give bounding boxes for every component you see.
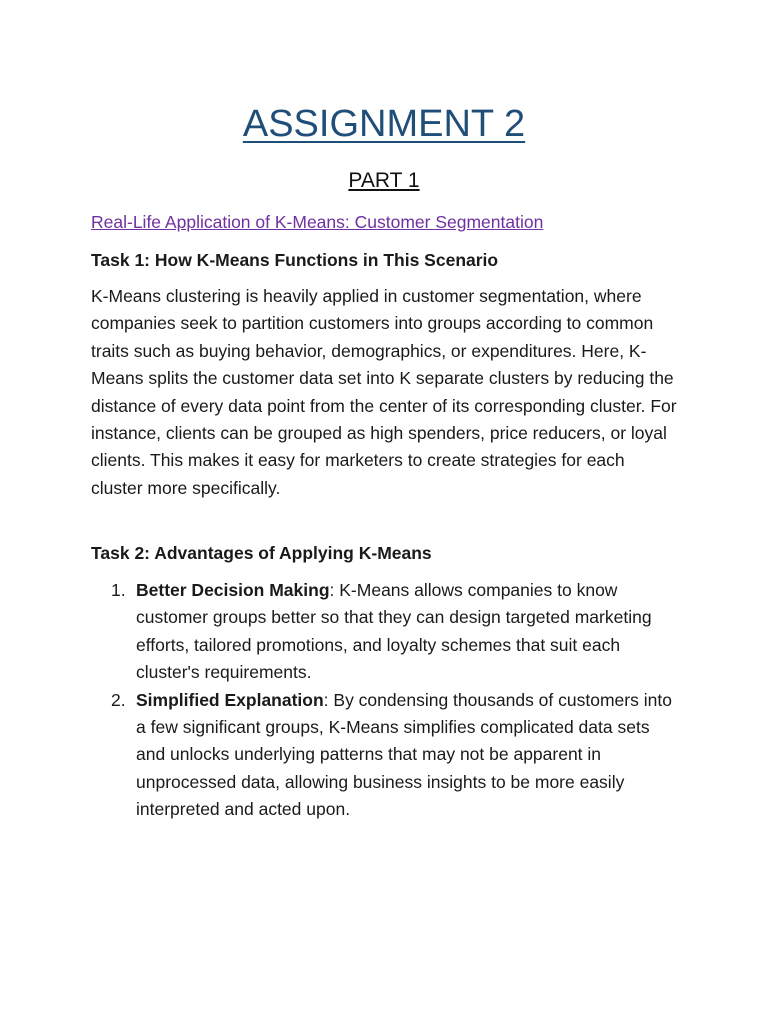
task1-paragraph: K-Means clustering is heavily applied in customer segmentation, where companies seek to partition customers into groups according to common traits such as buying behavior, demographics, or expenditures. Here, K-Means splits the customer data set into K separate clusters by reducing the distance of every data point from the center of its corresponding cluster. For instance, clients can be grouped as high spenders, price reducers, or loyal clients. This makes it easy for marketers to create strategies for each cluster more specifically. bbox=[91, 286, 677, 498]
advantages-list bbox=[91, 577, 681, 824]
advantage-text: : By condensing thousands of customers into a few significant groups, K-Means simplifies complicated data sets and unlocks underlying patterns that may not be apparent in unprocessed data, allowing business insights to be more easily interpreted and acted upon. bbox=[136, 689, 672, 820]
part-heading: PART 1 bbox=[348, 169, 420, 192]
list-item bbox=[91, 577, 681, 687]
section-heading-link[interactable]: Real-Life Application of K-Means: Customer Segmentation bbox=[91, 212, 544, 232]
list-item-number: 1. bbox=[111, 580, 126, 600]
list-item bbox=[91, 687, 681, 824]
advantage-term: Simplified Explanation bbox=[136, 689, 324, 710]
task1-heading: Task 1: How K-Means Functions in This Scenario bbox=[91, 250, 499, 270]
advantage-term: Better Decision Making bbox=[136, 580, 330, 600]
task2-heading: Task 2: Advantages of Applying K-Means bbox=[91, 543, 432, 563]
document-title: ASSIGNMENT 2 bbox=[242, 103, 526, 145]
list-item-number: 2. bbox=[111, 689, 126, 710]
advantage-text: : K-Means allows companies to know customer groups better so that they can design targeted marketing efforts, tailored promotions, and loyalty schemes that suit each cluster's requirements. bbox=[136, 580, 652, 683]
